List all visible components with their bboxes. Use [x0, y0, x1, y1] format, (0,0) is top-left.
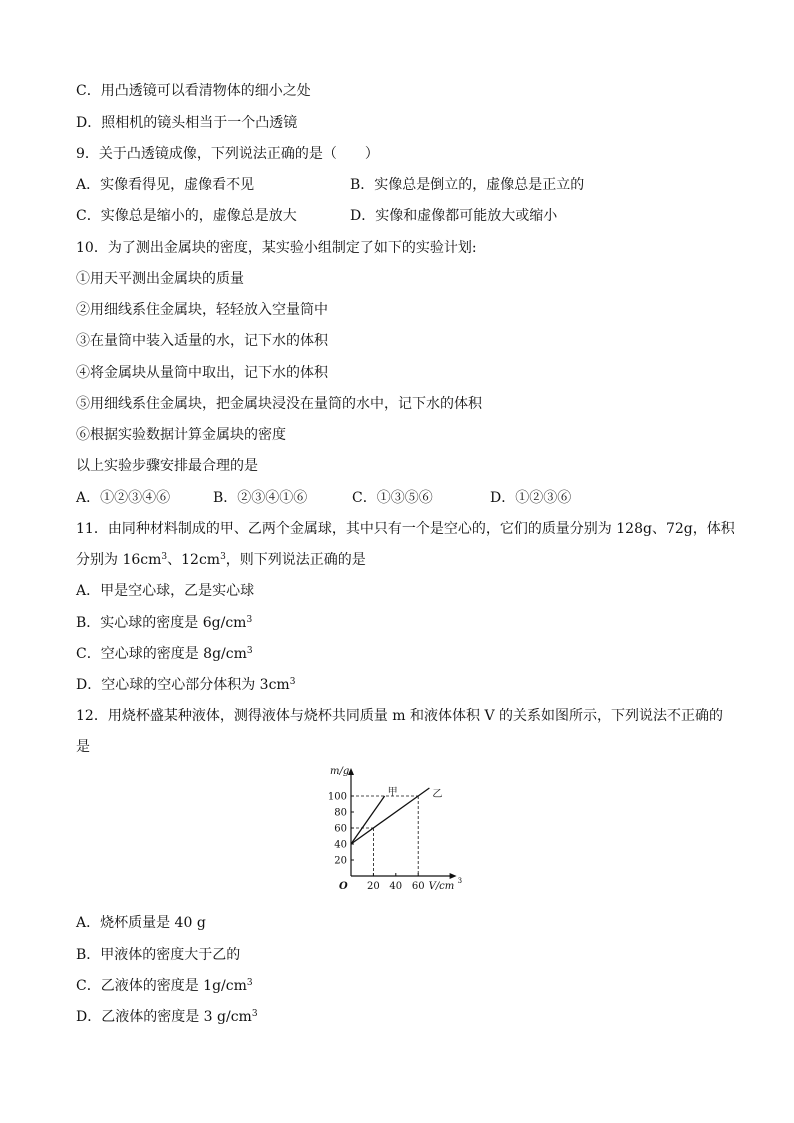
q12-option-d: D．乙液体的密度是 3 $g/cm^3$: [76, 1009, 258, 1025]
q12-option-b: B．甲液体的密度大于乙的: [76, 947, 241, 963]
q10-option-c: C．①③⑤⑥: [352, 490, 433, 506]
q10-stem: 10．为了测出金属块的密度，某实验小组制定了如下的实验计划:: [76, 240, 477, 256]
q10-option-d: D．①②③⑥: [490, 490, 572, 506]
x-tick-label: 20: [367, 881, 380, 892]
q9-option-a: A．实像看得见，虚像看不见: [76, 177, 255, 193]
q10-step-6: ⑥根据实验数据计算金属块的密度: [76, 427, 286, 443]
q9-option-b: B．实像总是倒立的，虚像总是正立的: [350, 177, 585, 193]
origin-label: O: [339, 881, 348, 892]
x-tick-label: 40: [389, 881, 403, 892]
q12-stem-line-1: 12．用烧杯盛某种液体，测得液体与烧杯共同质量 m 和液体体积 V 的关系如图所示，下列说法不正确的: [76, 708, 723, 724]
q12-option-a: A．烧杯质量是 40 g: [76, 915, 206, 931]
q10-step-2: ②用细线系住金属块，轻轻放入空量筒中: [76, 302, 328, 318]
series-label-yi: 乙: [432, 789, 443, 800]
chart-svg: [320, 766, 480, 894]
q9-option-c: C．实像总是缩小的，虚像总是放大: [76, 208, 297, 224]
series-label-jia: 甲: [387, 787, 398, 798]
q11-option-c: C．空心球的密度是 $8g/cm^3$: [76, 646, 253, 662]
x-axis-arrow: [450, 873, 457, 879]
q12-option-c: C．乙液体的密度是 $1g/cm^3$: [76, 978, 253, 994]
q11-option-d: D．空心球的空心部分体积为 $3cm^3$: [76, 677, 296, 693]
q10-step-5: ⑤用细线系住金属块，把金属块浸没在量筒的水中，记下水的体积: [76, 396, 482, 412]
y-axis-label: m/g: [330, 766, 350, 777]
q10-question: 以上实验步骤安排最合理的是: [76, 458, 258, 474]
q10-option-b: B．②③④①⑥: [213, 490, 308, 506]
y-tick-label: 40: [334, 839, 347, 851]
q10-step-4: ④将金属块从量筒中取出，记下水的体积: [76, 365, 328, 381]
q11-stem-line-2: 分别为 $16cm^3$、$12cm^3$，则下列说法正确的是: [76, 552, 366, 568]
q12-stem-line-2: 是: [76, 739, 90, 755]
q9-option-d: D．实像和虚像都可能放大或缩小: [350, 208, 558, 224]
x-tick-label: 60: [411, 881, 425, 892]
q9-stem: 9．关于凸透镜成像，下列说法正确的是（ ）: [76, 146, 379, 162]
q11-option-b: B．实心球的密度是 $6g/cm^3$: [76, 615, 253, 631]
series-line-jia: [351, 796, 385, 844]
q11-stem-line-1: 11．由同种材料制成的甲、乙两个金属球，其中只有一个是空心的，它们的质量分别为 128g、72g，体积: [76, 521, 735, 537]
x-axis-label: V/cm: [428, 881, 455, 892]
q8-option-c: C．用凸透镜可以看清物体的细小之处: [76, 83, 311, 99]
y-tick-label: 100: [327, 791, 347, 803]
q10-step-3: ③在量筒中装入适量的水，记下水的体积: [76, 333, 328, 349]
x-axis-label-sup: 3: [457, 877, 463, 885]
y-tick-label: 20: [334, 855, 347, 867]
y-tick-label: 80: [334, 807, 347, 819]
mass-volume-chart: [320, 766, 480, 894]
y-tick-label: 60: [334, 823, 347, 835]
q10-step-1: ①用天平测出金属块的质量: [76, 271, 244, 287]
q11-option-a: A．甲是空心球，乙是实心球: [76, 583, 255, 599]
q10-option-a: A．①②③④⑥: [76, 490, 171, 506]
q8-option-d: D．照相机的镜头相当于一个凸透镜: [76, 115, 298, 131]
